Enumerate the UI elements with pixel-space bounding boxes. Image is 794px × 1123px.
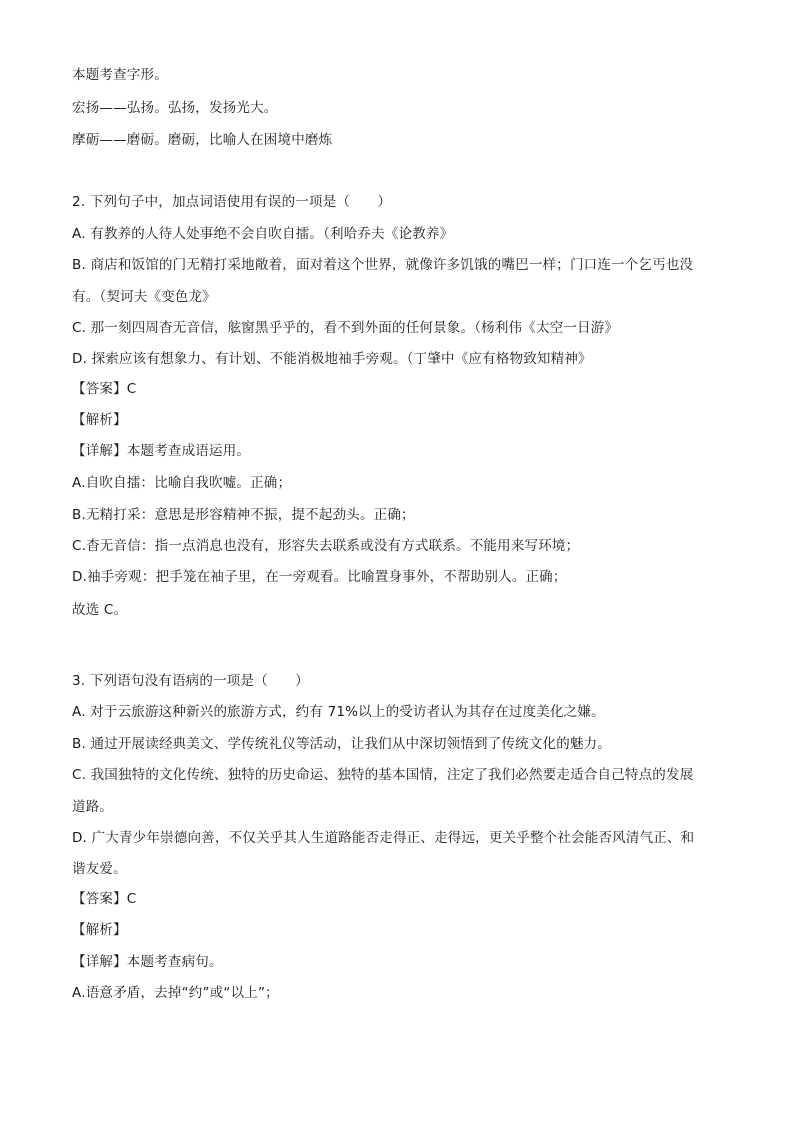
q2-choose: 故选 C。 xyxy=(72,602,128,618)
q2-explain-c: C.杳无音信：指一点消息也没有，形容失去联系或没有方式联系。不能用来写环境； xyxy=(72,538,580,554)
q2-explain-d: D.袖手旁观：把手笼在袖子里，在一旁观看。比喻置身事外，不帮助别人。正确； xyxy=(72,569,567,585)
q2-stem: 2. 下列句子中，加点词语使用有误的一项是（ ） xyxy=(72,194,392,210)
q3-stem: 3. 下列语句没有语病的一项是（ ） xyxy=(72,673,309,689)
q3-option-b: B. 通过开展读经典美文、学传统礼仪等活动，让我们从中深切领悟到了传统文化的魅力。 xyxy=(72,736,612,752)
intro-line-1: 本题考查字形。 xyxy=(72,67,168,83)
q3-detail: 【详解】本题考查病句。 xyxy=(72,954,223,970)
q3-option-c-line-1: C. 我国独特的文化传统、独特的历史命运、独特的基本国情，注定了我们必然要走适合自己特点的发展 xyxy=(72,767,694,783)
q2-option-b-line-2: 有。（契诃夫《变色龙》 xyxy=(72,289,216,305)
q2-option-a: A. 有教养的人待人处事绝不会自吹自擂。（利哈乔夫《论教养》 xyxy=(72,226,454,242)
q2-answer: 【答案】C xyxy=(72,381,137,397)
q2-option-d: D. 探索应该有想象力、有计划、不能消极地袖手旁观。（丁肇中《应有格物致知精神》 xyxy=(72,351,592,367)
q2-analysis-label: 【解析】 xyxy=(72,412,127,428)
q2-explain-b: B.无精打采：意思是形容精神不振，提不起劲头。正确； xyxy=(72,507,415,523)
q3-explain-a: A.语意矛盾，去掉“约”或“以上”； xyxy=(72,985,279,1001)
q2-detail: 【详解】本题考查成语运用。 xyxy=(72,443,251,459)
q3-option-a: A. 对于云旅游这种新兴的旅游方式，约有 71%以上的受访者认为其存在过度美化之嫌。 xyxy=(72,704,605,720)
q3-option-d-line-2: 谐友爱。 xyxy=(72,861,127,877)
intro-line-3: 摩砺——磨砺。磨砺，比喻人在困境中磨炼 xyxy=(72,132,333,148)
q3-answer: 【答案】C xyxy=(72,891,137,907)
q2-explain-a: A.自吹自擂：比喻自我吹嘘。正确； xyxy=(72,475,292,491)
q3-option-c-line-2: 道路。 xyxy=(72,799,114,815)
q3-analysis-label: 【解析】 xyxy=(72,922,127,938)
q3-option-d-line-1: D. 广大青少年崇德向善，不仅关乎其人生道路能否走得正、走得远，更关乎整个社会能否风清气正、和 xyxy=(72,830,695,846)
q2-option-b-line-1: B. 商店和饭馆的门无精打采地敞着，面对着这个世界，就像许多饥饿的嘴巴一样；门口连一个乞丐也没 xyxy=(72,257,694,273)
q2-option-c: C. 那一刻四周杳无音信，舷窗黑乎乎的，看不到外面的任何景象。（杨利伟《太空一日游》 xyxy=(72,320,619,336)
intro-line-2: 宏扬——弘扬。弘扬，发扬光大。 xyxy=(72,100,278,116)
